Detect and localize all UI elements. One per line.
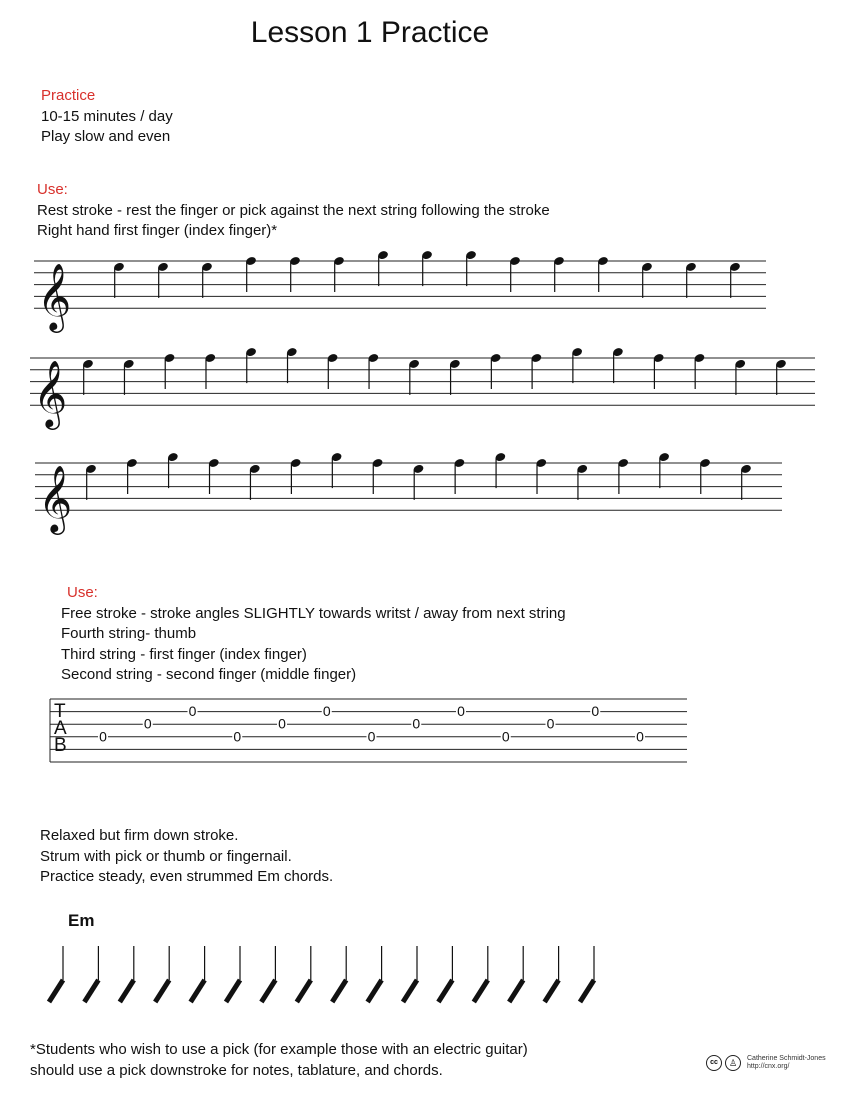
license-author: Catherine Schmidt-Jones [747,1055,826,1062]
tab-fret-number: 0 [457,703,465,720]
strum-slash [84,980,98,1002]
section2-line: Third string - first finger (index finger) [61,645,307,663]
tab-fret-number: 0 [322,703,331,720]
strum-slash [545,980,559,1002]
strum-slash [120,980,134,1002]
treble-clef-icon: 𝄞 [38,464,73,533]
strum-line: Practice steady, even strummed Em chords. [40,868,334,885]
tab-letter: T [54,701,66,722]
strum-slash [226,980,240,1002]
cc-icon: cc [706,1055,722,1071]
license-text [747,1055,826,1071]
practice-heading: Practice [41,87,96,104]
strum-slash [368,980,382,1002]
section2-line: Free stroke - stroke angles SLIGHTLY towards writst / away from next string [61,604,566,622]
strum-slash [580,980,594,1002]
tab-fret-number: 0 [591,703,600,720]
section2-block [61,583,566,686]
section1-line: Rest stroke - rest the finger or pick against the next string following the stroke [37,201,550,219]
tab-fret-number: 0 [501,728,510,745]
footnote-line: should use a pick downstroke for notes, tablature, and chords. [30,1061,443,1079]
strum-slash [509,980,523,1002]
tab-fret-number: 0 [233,728,242,745]
page-title: Lesson 1 Practice [250,16,490,49]
license-url: http://cnx.org/ [747,1063,790,1070]
section2-line: Fourth string- thumb [61,625,197,642]
strum-slash [191,980,205,1002]
strum-slash [297,980,311,1002]
attribution-icon: ♙ [725,1055,741,1071]
section2-line: Second string - second finger (middle finger) [61,666,357,683]
tab-letter: B [54,735,67,756]
tab-fret-number: 0 [636,728,644,745]
tab-fret-number: 0 [367,728,376,745]
license-badge [706,1055,826,1071]
footnote-line: *Students who wish to use a pick (for example those with an electric guitar) [30,1041,528,1058]
strum-line: Strum with pick or thumb or fingernail. [40,847,292,865]
chord-name: Em [68,911,95,930]
strum-slash [49,980,63,1002]
tab-fret-number: 0 [143,715,152,732]
tab-fret-number: 0 [278,715,286,732]
treble-clef-icon: 𝄞 [33,359,68,428]
strum-slash [155,980,169,1002]
strum-slash [261,980,275,1002]
footnote [30,1040,528,1081]
strum-slash [332,980,346,1002]
treble-clef-icon: 𝄞 [37,262,72,331]
tab-fret-number: 0 [546,715,555,732]
strum-slash [474,980,488,1002]
section1-line: Right hand first finger (index finger)* [37,222,278,239]
tab-fret-number: 0 [99,728,107,745]
strum-slash [403,980,417,1002]
tab-fret-number: 0 [188,703,197,720]
strum-slash [438,980,452,1002]
practice-line: Play slow and even [41,128,171,145]
tab-fret-number: 0 [412,715,421,732]
section2-heading: Use: [67,584,98,601]
strum-line: Relaxed but firm down stroke. [40,827,239,844]
practice-line: 10-15 minutes / day [41,107,173,125]
tab-letter: A [54,718,67,739]
section1-heading: Use: [37,181,68,198]
strum-block [40,826,333,888]
